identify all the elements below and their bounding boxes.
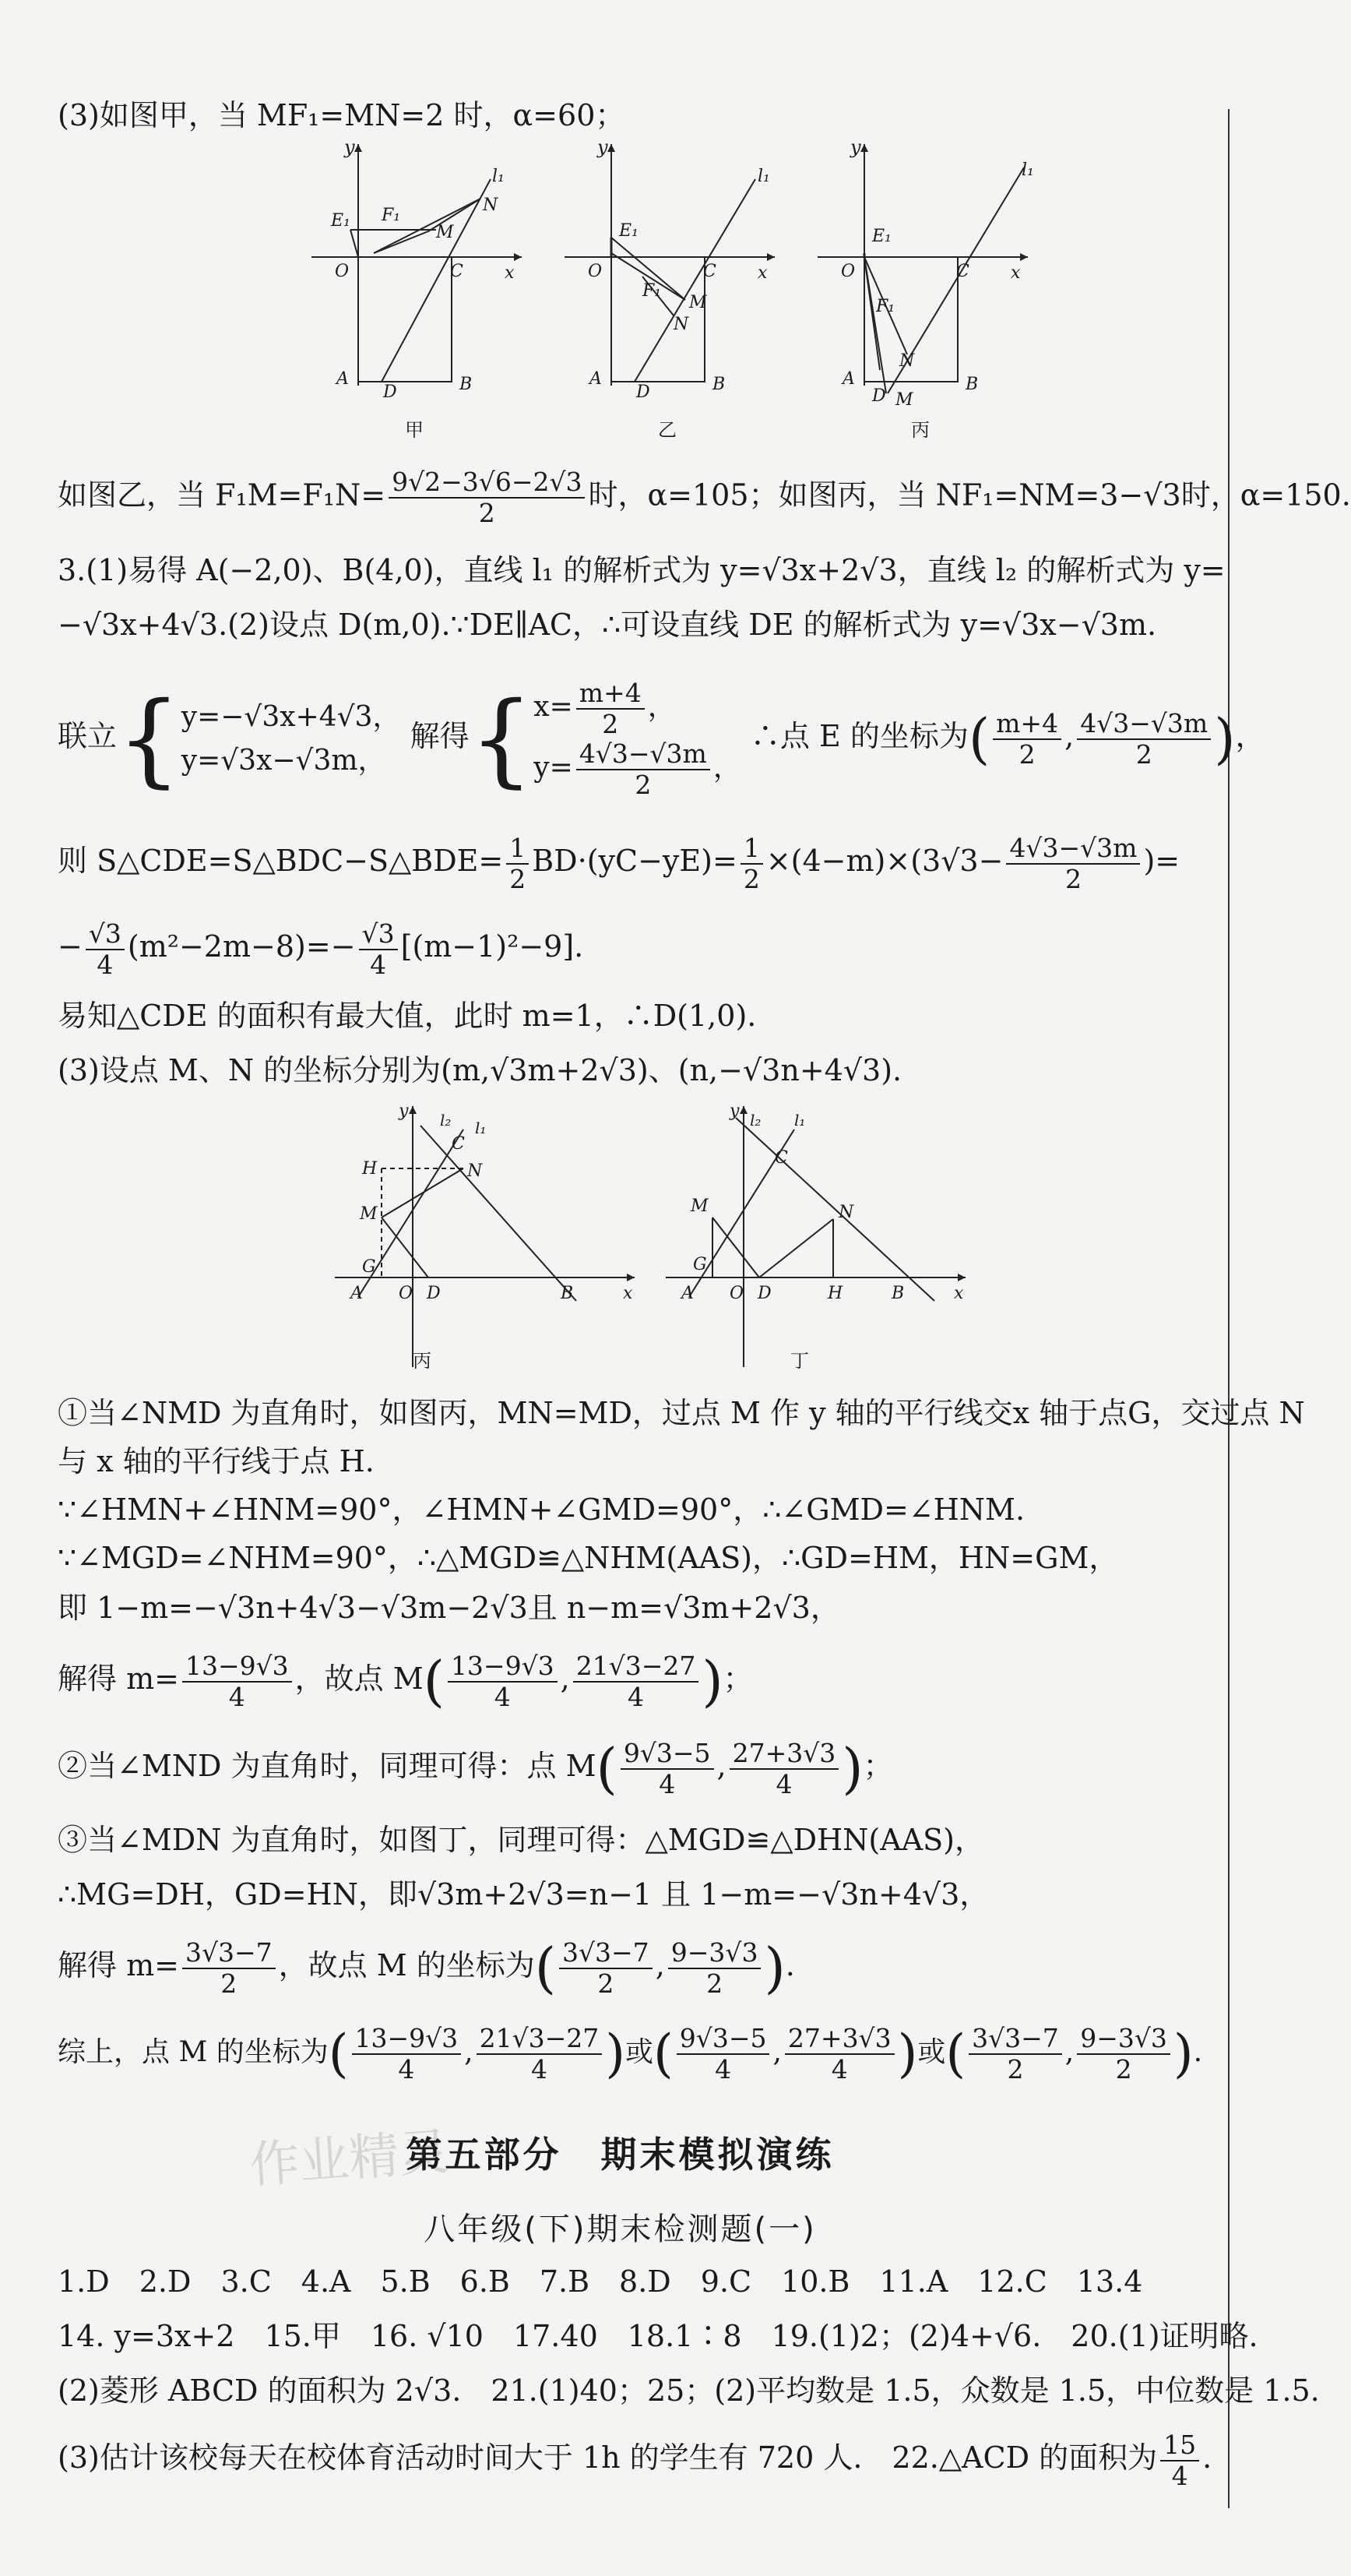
numerator: 13−9√3 — [448, 1651, 558, 1683]
fig-label: l₁ — [794, 1111, 806, 1129]
fig-label: l₂ — [440, 1111, 452, 1129]
fig-label: M — [691, 1196, 709, 1216]
figure-jia — [296, 136, 529, 440]
numerator: 27+3√3 — [730, 1739, 839, 1770]
denominator: 4 — [97, 949, 114, 980]
denominator: 4 — [494, 1681, 511, 1712]
fig-label: A — [681, 1284, 694, 1303]
text-line: 综上，点 M 的坐标为( $\frac{13-9√3}{4}$ , $\frac{21√3-27}{4}$ )或( $\frac{9√3-5}{4}$ , $\frac{27+3√3}{4}$ )或( $\frac{3√3-7}{2}$ , $\frac{9-3√3}{2}$ ). — [58, 2023, 1203, 2084]
text-line — [58, 467, 1351, 528]
fig-label: F₁ — [642, 281, 662, 301]
fig-label: x — [1011, 263, 1021, 283]
text-line: −√3x+4√3.(2)设点 D(m,0).∵DE∥AC，∴可设直线 DE 的解析式为 y=√3x−√3m. — [58, 608, 1157, 642]
watermark: 作业精灵 — [248, 2123, 451, 2195]
text-line: ②当∠MND 为直角时，同理可得：点 M( $\frac{9√3-5}{4}$ , $\frac{27+3√3}{4}$ )； — [58, 1736, 893, 1801]
fraction — [352, 2024, 462, 2084]
solution-system: x= $\frac{m+4}{2}$ ， y= $\frac{4√3-√3m}{2}$ ， — [533, 677, 741, 800]
text-run: 或 — [917, 2036, 946, 2068]
fraction — [576, 678, 645, 739]
numerator: 27+3√3 — [785, 2024, 895, 2055]
denominator: 2 — [635, 769, 652, 800]
text-line: 3.(1)易得 A(−2,0)、B(4,0)，直线 l₁ 的解析式为 y=√3x+2√3，直线 l₂ 的解析式为 y= — [58, 553, 1226, 587]
fig-label: C — [450, 262, 463, 281]
fraction — [730, 1739, 839, 1799]
fig-label: C — [956, 262, 969, 281]
fig-label: E₁ — [619, 221, 639, 241]
fraction — [668, 1938, 762, 1999]
denominator: 2 — [1007, 2054, 1024, 2084]
fraction — [969, 2024, 1062, 2084]
fig-label: A — [336, 369, 349, 389]
fraction — [182, 1938, 276, 1999]
fraction — [1077, 2024, 1170, 2084]
fig-label: l₂ — [750, 1111, 762, 1129]
fraction — [1006, 833, 1140, 894]
fig-label: D — [427, 1284, 441, 1303]
fraction — [86, 919, 125, 980]
text-run: − — [58, 929, 83, 964]
numerator: √3 — [359, 919, 398, 950]
numerator: 3√3−7 — [969, 2024, 1062, 2055]
denominator: 4 — [370, 949, 387, 980]
denominator: 2 — [220, 1968, 237, 1999]
denominator: 2 — [478, 498, 495, 528]
figure-bing-top — [802, 136, 1036, 440]
text-run: ×(4−m)×(3√3− — [765, 844, 1004, 878]
numerator: 13−9√3 — [352, 2024, 462, 2055]
fig-label: O — [841, 262, 856, 281]
fig-label: C — [775, 1148, 788, 1168]
numerator: 9−3√3 — [668, 1938, 762, 1969]
text-line: ∵∠MGD=∠NHM=90°，∴△MGD≌△NHM(AAS)，∴GD=HM，HN=GM， — [58, 1541, 1119, 1575]
text-run: BD·(yC−yE)= — [532, 844, 737, 878]
fig-label: C — [452, 1134, 465, 1154]
figure-yi — [549, 136, 783, 440]
denominator: 2 — [1064, 863, 1082, 894]
denominator: 2 — [509, 863, 526, 894]
text-run: . — [1202, 2440, 1212, 2475]
numerator: 4√3−√3m — [576, 739, 710, 770]
fraction — [573, 1651, 699, 1712]
fig-label: l₁ — [1022, 160, 1034, 180]
fig-label: D — [872, 386, 886, 406]
denominator: 4 — [715, 2054, 732, 2084]
fig-label: x — [623, 1284, 633, 1303]
fraction — [389, 467, 585, 528]
fig-caption: 丁 — [790, 1350, 809, 1372]
denominator: 2 — [597, 1968, 614, 1999]
fraction — [448, 1651, 558, 1712]
fig-label: x — [505, 263, 515, 283]
fig-label: O — [335, 262, 350, 281]
fig-label: B — [892, 1284, 905, 1303]
text-run: (3)估计该校每天在校体育活动时间大于 1h 的学生有 720 人. 22.△ACD 的面积为 — [58, 2440, 1158, 2475]
fig-label: E₁ — [331, 211, 350, 231]
fig-label: y — [344, 136, 355, 158]
fig-label: M — [436, 223, 454, 242]
text-run: 联立 — [58, 719, 118, 753]
numerator: 9√2−3√6−2√3 — [389, 467, 585, 499]
fraction — [785, 2024, 895, 2084]
numerator: 15 — [1160, 2430, 1199, 2461]
fig-label: B — [459, 375, 473, 394]
numerator: 1 — [506, 833, 529, 865]
text-line-system: 联立{ y=−√3x+4√3， y=√3x−√3m， 解得{ x= $\frac{m+4}{2}$ ， y= $\frac{4√3-√3m}{2}$ ， ∴点 E 的坐标为( $\frac{m+4}{2}$ , $\frac{4√3-√3m}{2}$ )， — [58, 677, 1265, 800]
figure-bing-mid — [327, 1102, 639, 1375]
text-line — [58, 911, 583, 981]
text-run: 如图乙，当 F₁M=F₁N= — [58, 477, 386, 513]
numerator: 13−9√3 — [182, 1651, 292, 1683]
fig-label: B — [966, 375, 979, 394]
brace-icon: { — [469, 679, 534, 798]
fraction — [993, 709, 1061, 770]
fig-label: D — [383, 382, 397, 402]
fig-label: A — [589, 369, 602, 389]
fig-label: l₁ — [492, 167, 505, 186]
denominator: 4 — [831, 2054, 848, 2084]
denominator: 2 — [1135, 738, 1152, 770]
text-run: y= — [533, 751, 573, 784]
fig-label: M — [895, 390, 913, 410]
fig-label: G — [693, 1255, 707, 1274]
denominator: 4 — [1171, 2460, 1188, 2491]
fig-label: N — [899, 351, 915, 371]
answer-line — [58, 2423, 1212, 2493]
text-line: ∵∠HMN+∠HNM=90°，∠HMN+∠GMD=90°，∴∠GMD=∠HNM. — [58, 1492, 1026, 1527]
fig-caption: 甲 — [405, 419, 424, 441]
fraction — [506, 833, 529, 894]
text-line: (3)如图甲，当 MF₁=MN=2 时，α=60； — [58, 98, 625, 132]
text-run: 综上，点 M 的坐标为 — [58, 2036, 329, 2068]
numerator: 4√3−√3m — [1077, 709, 1211, 740]
text-run: . — [785, 1948, 795, 1982]
fig-caption: 丙 — [413, 1350, 431, 1372]
fraction — [182, 1651, 292, 1712]
text-run: ②当∠MND 为直角时，同理可得：点 M — [58, 1749, 596, 1783]
fig-label: F₁ — [876, 297, 895, 316]
fraction — [477, 2024, 603, 2084]
fig-label: M — [689, 293, 707, 312]
numerator: 3√3−7 — [182, 1938, 276, 1969]
fig-label: N — [483, 196, 498, 215]
text-run: 则 S△CDE=S△BDC−S△BDE= — [58, 844, 504, 878]
denominator: 2 — [706, 1968, 723, 1999]
text-run: 解得 m= — [58, 1662, 179, 1696]
fig-label: y — [597, 136, 608, 158]
fig-label: H — [362, 1159, 378, 1179]
denominator: 2 — [743, 863, 760, 894]
text-line: 即 1−m=−√3n+4√3−√3m−2√3且 n−m=√3m+2√3， — [58, 1591, 840, 1625]
denominator: 4 — [776, 1768, 793, 1799]
text-run: ∴点 E 的坐标为 — [750, 719, 969, 753]
equation: y=−√3x+4√3， — [181, 700, 401, 733]
fig-caption: 丙 — [911, 419, 930, 441]
fig-label: x — [954, 1284, 964, 1303]
denominator: 4 — [398, 2054, 415, 2084]
fig-label: M — [360, 1204, 378, 1224]
answer-line: 14. y=3x+2 15.甲 16. √10 17.40 18.1∶8 19.(1)2；(2)4+√6. 20.(1)证明略. — [58, 2319, 1258, 2353]
fraction — [1160, 2430, 1199, 2491]
text-run: )= — [1143, 844, 1180, 878]
numerator: 4√3−√3m — [1006, 833, 1140, 865]
text-line — [58, 826, 1180, 896]
fig-label: l₁ — [475, 1119, 487, 1137]
numerator: 21√3−27 — [477, 2024, 603, 2055]
fig-label: E₁ — [872, 227, 892, 246]
fig-caption: 乙 — [658, 419, 677, 441]
text-line: 易知△CDE 的面积有最大值，此时 m=1，∴D(1,0). — [58, 999, 757, 1033]
fig-label: A — [350, 1284, 363, 1303]
fig-label: O — [730, 1284, 744, 1303]
text-line: ③当∠MDN 为直角时，如图丁，同理可得：△MGD≌△DHN(AAS)， — [58, 1823, 984, 1857]
text-line: 与 x 轴的平行线于点 H. — [58, 1444, 375, 1478]
fig-label: y — [730, 1101, 740, 1121]
numerator: 9√3−5 — [677, 2024, 770, 2055]
text-run: . — [1193, 2036, 1203, 2068]
fig-label: D — [758, 1284, 772, 1303]
equation-system — [181, 696, 401, 783]
text-run: x= — [533, 690, 573, 723]
fraction — [1077, 709, 1211, 770]
text-run: 解得 m= — [58, 1948, 179, 1982]
numerator: 1 — [741, 833, 763, 865]
text-run: 解得 — [410, 719, 470, 753]
text-line: (3)设点 M、N 的坐标分别为(m,√3m+2√3)、(n,−√3n+4√3). — [58, 1053, 902, 1087]
numerator: m+4 — [576, 678, 645, 710]
text-line: ∴MG=DH，GD=HN，即√3m+2√3=n−1 且 1−m=−√3n+4√3， — [58, 1877, 990, 1912]
fraction — [359, 919, 398, 980]
denominator: 2 — [1115, 2054, 1132, 2084]
text-line: ①当∠NMD 为直角时，如图丙，MN=MD，过点 M 作 y 轴的平行线交x 轴于点G，交过点 N — [58, 1396, 1305, 1430]
numerator: 3√3−7 — [559, 1938, 653, 1969]
fig-label: y — [850, 136, 861, 158]
fig-label: y — [399, 1101, 409, 1121]
fraction — [741, 833, 763, 894]
denominator: 4 — [628, 1681, 645, 1712]
fig-label: B — [712, 375, 726, 394]
answer-line: (2)菱形 ABCD 的面积为 2√3. 21.(1)40；25；(2)平均数是 1.5，众数是 1.5，中位数是 1.5. — [58, 2373, 1320, 2408]
fig-label: C — [703, 262, 716, 281]
numerator: m+4 — [993, 709, 1061, 740]
fig-label: F₁ — [382, 206, 401, 225]
denominator: 2 — [1019, 738, 1036, 770]
fig-label: N — [674, 315, 689, 334]
section-title: 第五部分 期末模拟演练 — [406, 2134, 835, 2176]
fig-label: G — [362, 1257, 376, 1277]
fig-label: O — [399, 1284, 413, 1303]
text-run: ； — [863, 1749, 893, 1783]
denominator: 4 — [659, 1768, 676, 1799]
text-run: 或 — [625, 2036, 654, 2068]
numerator: 9√3−5 — [621, 1739, 714, 1770]
fig-label: B — [561, 1284, 574, 1303]
text-line: 解得 m= $\frac{13-9√3}{4}$ ，故点 M( $\frac{13-9√3}{4}$ , $\frac{21√3-27}{4}$ )； — [58, 1649, 753, 1714]
text-line: 解得 m= $\frac{3√3-7}{2}$ ，故点 M 的坐标为( $\frac{3√3-7}{2}$ , $\frac{9-3√3}{2}$ ). — [58, 1936, 795, 2000]
exam-title: 八年级(下)期末检测题(一) — [424, 2211, 817, 2247]
denominator: 4 — [228, 1681, 245, 1712]
fraction — [559, 1938, 653, 1999]
text-run: (m²−2m−8)=− — [127, 929, 356, 964]
numerator: 21√3−27 — [573, 1651, 699, 1683]
fraction — [576, 739, 710, 800]
fig-label: l₁ — [758, 167, 770, 186]
brace-icon: { — [117, 679, 181, 798]
text-run: ，故点 M 的坐标为 — [278, 1948, 535, 1982]
equation: y=√3x−√3m， — [181, 744, 386, 777]
denominator: 2 — [602, 708, 619, 739]
fig-label: O — [588, 262, 603, 281]
fig-label: A — [843, 369, 855, 389]
denominator: 4 — [530, 2054, 547, 2084]
text-run: 时，α=105；如图丙，当 NF₁=NM=3−√3时，α=150. — [588, 477, 1351, 513]
numerator: √3 — [86, 919, 125, 950]
text-run: ，故点 M — [294, 1662, 424, 1696]
numerator: 9−3√3 — [1077, 2024, 1170, 2055]
fig-label: D — [636, 382, 650, 402]
answer-line: 1.D 2.D 3.C 4.A 5.B 6.B 7.B 8.D 9.C 10.B 11.A 12.C 13.4 — [58, 2264, 1143, 2299]
fig-label: N — [839, 1203, 854, 1222]
figure-ding — [658, 1102, 969, 1375]
fraction — [677, 2024, 770, 2084]
fig-label: x — [758, 263, 768, 283]
text-run: ； — [723, 1662, 753, 1696]
fig-label: N — [467, 1161, 483, 1181]
fig-label: H — [828, 1284, 843, 1303]
text-run: [(m−1)²−9]. — [400, 929, 584, 964]
fraction — [621, 1739, 714, 1799]
